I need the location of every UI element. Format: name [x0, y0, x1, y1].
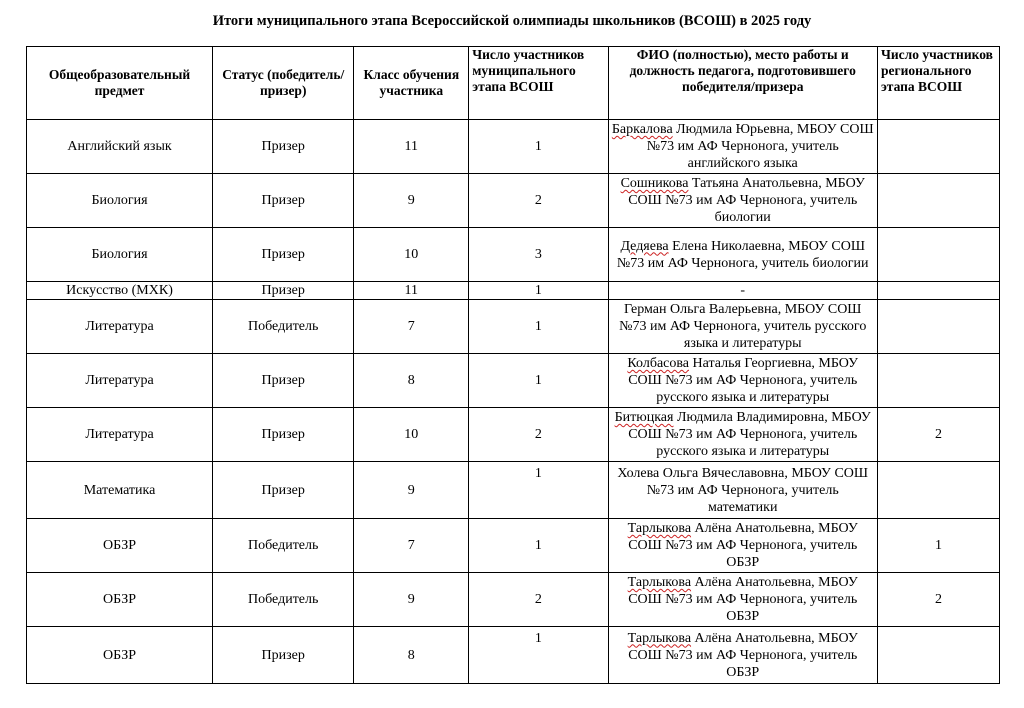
- teacher-details: Людмила Владимировна, МБОУ СОШ №73 им АФ Чернонога, учитель русского языка и литературы: [628, 410, 871, 459]
- cell-regional-count: [877, 282, 999, 300]
- cell-status: Победитель: [213, 519, 354, 573]
- cell-regional-count: [877, 228, 999, 282]
- teacher-surname: Колбасова: [627, 356, 690, 371]
- cell-municipal-count: 2: [469, 408, 608, 462]
- teacher-details: Холева Ольга Вячеславовна, МБОУ СОШ №73 им АФ Чернонога, учитель математики: [617, 465, 869, 515]
- table-row: [27, 462, 1000, 519]
- teacher-surname: Битюцкая: [614, 410, 674, 425]
- teacher-details: Татьяна Анатольевна, МБОУ СОШ №73 им АФ Чернонога, учитель биологии: [628, 176, 865, 225]
- cell-teacher: [608, 282, 877, 300]
- cell-subject: ОБЗР: [27, 627, 213, 684]
- results-table: [26, 46, 1000, 684]
- cell-grade: 9: [354, 573, 469, 627]
- cell-regional-count: 2: [877, 408, 999, 462]
- header-status: Статус (победитель/призер): [213, 47, 354, 120]
- cell-subject: Биология: [27, 228, 213, 282]
- header-grade: Класс обучения участника: [354, 47, 469, 120]
- cell-regional-count: [877, 120, 999, 174]
- cell-subject: Биология: [27, 174, 213, 228]
- cell-grade: 9: [354, 174, 469, 228]
- cell-grade: 8: [354, 354, 469, 408]
- cell-status: Призер: [213, 354, 354, 408]
- cell-status: Победитель: [213, 573, 354, 627]
- cell-subject: Литература: [27, 354, 213, 408]
- cell-status: Призер: [213, 120, 354, 174]
- header-teacher: ФИО (полностью), место работы и должность педагога, подготовившего победителя/призера: [608, 47, 877, 120]
- table-row: [27, 300, 1000, 354]
- teacher-surname: Баркалова: [611, 122, 673, 137]
- cell-grade: 7: [354, 519, 469, 573]
- cell-status: Призер: [213, 462, 354, 519]
- cell-municipal-count: 1: [469, 519, 608, 573]
- cell-regional-count: [877, 462, 999, 519]
- cell-grade: 11: [354, 120, 469, 174]
- cell-teacher: [608, 627, 877, 684]
- cell-status: Призер: [213, 408, 354, 462]
- cell-municipal-count: 1: [469, 462, 608, 519]
- cell-status: Призер: [213, 174, 354, 228]
- cell-status: Победитель: [213, 300, 354, 354]
- cell-municipal-count: 1: [469, 120, 608, 174]
- cell-municipal-count: 1: [469, 300, 608, 354]
- cell-grade: 11: [354, 282, 469, 300]
- teacher-surname: Дедяева: [620, 238, 669, 254]
- teacher-surname: Тарлыкова: [627, 521, 692, 536]
- cell-subject: Математика: [27, 462, 213, 519]
- cell-municipal-count: 3: [469, 228, 608, 282]
- table-row: [27, 354, 1000, 408]
- teacher-details: Алёна Анатольевна, МБОУ СОШ №73 им АФ Чернонога, учитель ОБЗР: [628, 521, 858, 570]
- teacher-details: Елена Николаевна, МБОУ СОШ №73 им АФ Чернонога, учитель биологии: [616, 238, 869, 271]
- cell-regional-count: [877, 300, 999, 354]
- cell-municipal-count: 1: [469, 354, 608, 408]
- cell-regional-count: [877, 627, 999, 684]
- teacher-details: -: [740, 283, 746, 298]
- teacher-details: Алёна Анатольевна, МБОУ СОШ №73 им АФ Чернонога, учитель ОБЗР: [628, 630, 858, 680]
- cell-status: Призер: [213, 228, 354, 282]
- cell-teacher: [608, 228, 877, 282]
- cell-subject: Искусство (МХК): [27, 282, 213, 300]
- table-row: [27, 282, 1000, 300]
- cell-grade: 8: [354, 627, 469, 684]
- teacher-surname: Тарлыкова: [627, 575, 692, 590]
- header-subject: Общеобразовательный предмет: [27, 47, 213, 120]
- document-title: Итоги муниципального этапа Всероссийской олимпиады школьников (ВСОШ) в 2025 году: [212, 13, 812, 29]
- cell-subject: Английский язык: [27, 120, 213, 174]
- teacher-details: Людмила Юрьевна, МБОУ СОШ №73 им АФ Чернонога, учитель английского языка: [646, 122, 874, 171]
- cell-grade: 9: [354, 462, 469, 519]
- table-row: [27, 519, 1000, 573]
- teacher-surname: Тарлыкова: [627, 630, 692, 646]
- cell-teacher: [608, 519, 877, 573]
- cell-teacher: [608, 462, 877, 519]
- teacher-surname: Сошникова: [620, 176, 689, 191]
- cell-subject: Литература: [27, 408, 213, 462]
- header-regional-count: Число участников регионального этапа ВСОШ: [877, 47, 999, 120]
- table-row: [27, 120, 1000, 174]
- cell-teacher: [608, 174, 877, 228]
- cell-subject: Литература: [27, 300, 213, 354]
- cell-regional-count: 1: [877, 519, 999, 573]
- cell-teacher: [608, 300, 877, 354]
- cell-teacher: [608, 120, 877, 174]
- table-row: [27, 573, 1000, 627]
- teacher-details: Алёна Анатольевна, МБОУ СОШ №73 им АФ Чернонога, учитель ОБЗР: [628, 575, 858, 624]
- header-row: [27, 47, 1000, 120]
- cell-subject: ОБЗР: [27, 519, 213, 573]
- cell-municipal-count: 1: [469, 282, 608, 300]
- cell-municipal-count: 1: [469, 627, 608, 684]
- cell-teacher: [608, 408, 877, 462]
- header-municipal-count: Число участников муниципального этапа ВСОШ: [469, 47, 608, 120]
- cell-grade: 10: [354, 408, 469, 462]
- table-row: [27, 627, 1000, 684]
- cell-teacher: [608, 573, 877, 627]
- teacher-details: Наталья Георгиевна, МБОУ СОШ №73 им АФ Чернонога, учитель русского языка и литературы: [628, 356, 859, 405]
- cell-municipal-count: 2: [469, 174, 608, 228]
- cell-subject: ОБЗР: [27, 573, 213, 627]
- cell-grade: 10: [354, 228, 469, 282]
- cell-status: Призер: [213, 282, 354, 300]
- teacher-details: Герман Ольга Валерьевна, МБОУ СОШ №73 им АФ Чернонога, учитель русского языка и литературы: [619, 302, 867, 351]
- table-row: [27, 228, 1000, 282]
- cell-regional-count: [877, 174, 999, 228]
- cell-regional-count: [877, 354, 999, 408]
- table-row: [27, 408, 1000, 462]
- cell-regional-count: 2: [877, 573, 999, 627]
- cell-grade: 7: [354, 300, 469, 354]
- cell-teacher: [608, 354, 877, 408]
- cell-status: Призер: [213, 627, 354, 684]
- table-row: [27, 174, 1000, 228]
- cell-municipal-count: 2: [469, 573, 608, 627]
